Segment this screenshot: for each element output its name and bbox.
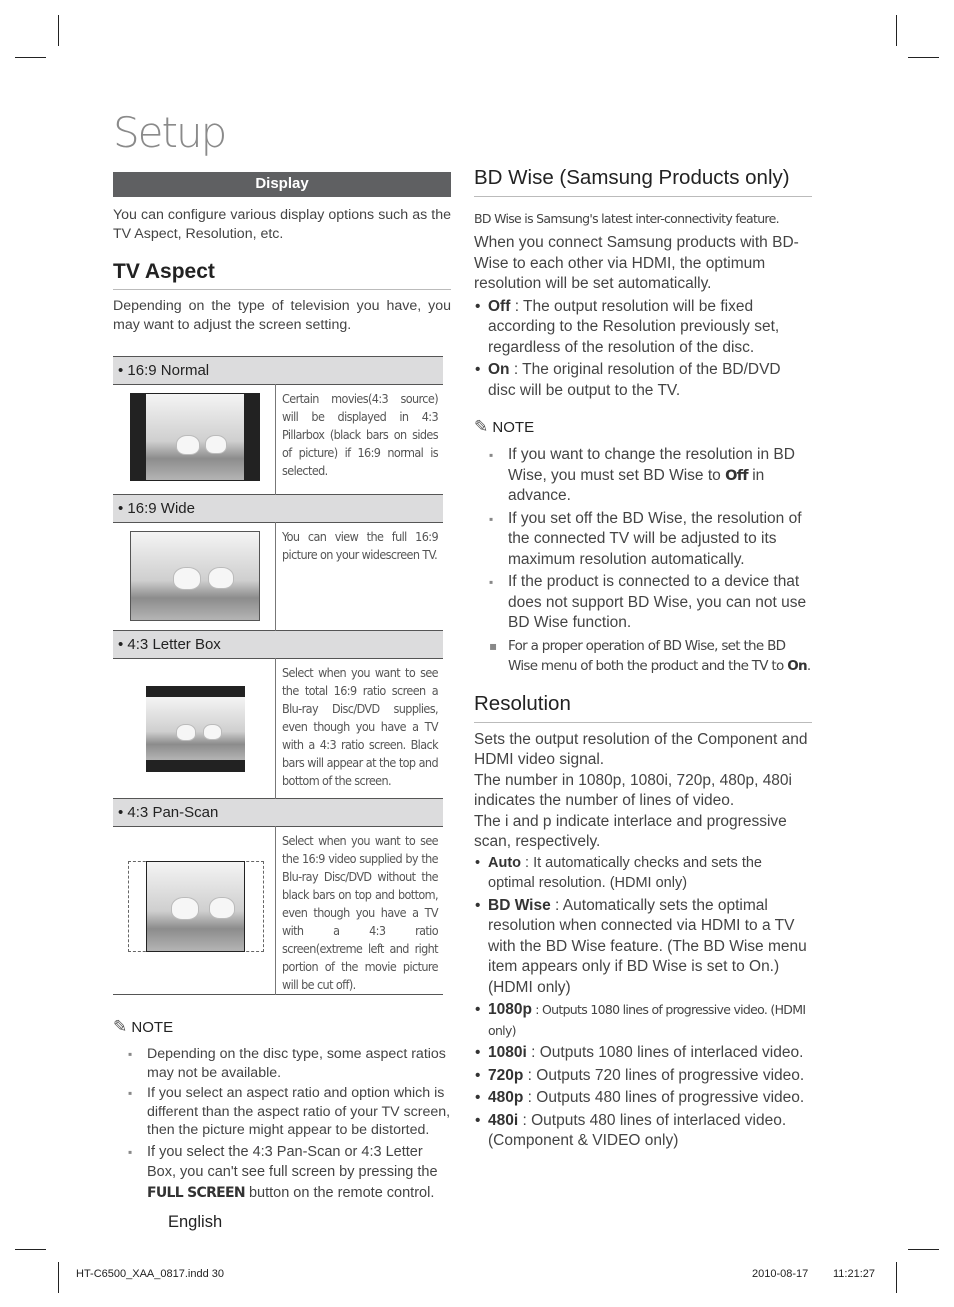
crop-mark bbox=[15, 57, 46, 58]
option-label: 720p bbox=[488, 1066, 524, 1084]
section-bar-display: Display bbox=[113, 172, 451, 197]
list-item bbox=[488, 1043, 812, 1064]
note-item: ▪ Depending on the disc type, some aspect ratios may not be available. bbox=[147, 1045, 451, 1082]
resolution-paragraph: The i and p indicate interlace and progressive scan, respectively. bbox=[474, 812, 787, 850]
list-item bbox=[488, 1000, 812, 1041]
note-text: If you want to change the resolution in BD Wise, you must set BD Wise to bbox=[508, 446, 795, 484]
resolution-paragraph: The number in 1080p, 1080i, 720p, 480p, 480i indicates the number of lines of video. bbox=[474, 771, 792, 809]
bd-wise-intro: When you connect Samsung products with BD-Wise to each other via HDMI, the optimum resolution will be set automatically. bbox=[474, 234, 799, 292]
crop-mark bbox=[908, 1249, 939, 1250]
right-column bbox=[474, 166, 812, 1152]
option-text: : The output resolution will be fixed according to the Resolution previously set, regardless of the resolution of the disc. bbox=[488, 297, 780, 356]
tv-aspect-intro: Depending on the type of television you have, you may want to adjust the screen setting. bbox=[113, 298, 451, 333]
note-text: For a proper operation of BD Wise, set the BD Wise menu of both the product and the TV to bbox=[508, 637, 788, 674]
note-item bbox=[508, 636, 812, 676]
resolution-heading: Resolution bbox=[474, 692, 812, 723]
slug-date: 2010-08-17 bbox=[752, 1268, 809, 1280]
option-label: Auto bbox=[488, 854, 522, 871]
option-text: : Outputs 1080 lines of interlaced video. bbox=[526, 1044, 804, 1061]
note-bold: On bbox=[787, 657, 807, 674]
list-item bbox=[488, 896, 812, 999]
display-intro: You can configure various display options such as the TV Aspect, Resolution, etc. bbox=[113, 207, 451, 242]
note-item: ▪ If you select an aspect ratio and option which is different than the aspect ratio of your TV screen, then the picture might appear to be distorted. bbox=[147, 1084, 451, 1140]
aspect-row-label: • 16:9 Normal bbox=[113, 357, 443, 385]
aspect-image-letterbox bbox=[113, 659, 276, 799]
bd-wise-options bbox=[474, 297, 812, 402]
option-text: : Automatically sets the optimal resolution when connected via HDMI to a TV with the BD Wise feature. (The BD Wise menu item appears only if BD Wise is set to On.) (HDMI only) bbox=[488, 896, 807, 996]
note-list bbox=[113, 1045, 451, 1203]
note-label: NOTE bbox=[492, 419, 535, 436]
option-label: 480i bbox=[488, 1111, 519, 1129]
aspect-image-panscan bbox=[113, 827, 276, 995]
footer-language: English bbox=[168, 1213, 223, 1231]
bd-wise-heading: BD Wise (Samsung Products only) bbox=[474, 166, 812, 197]
note-text: in advance. bbox=[508, 466, 765, 504]
full-screen-button-label: FULL SCREEN bbox=[147, 1184, 245, 1201]
option-label: On bbox=[488, 361, 510, 378]
slug-time: 11:21:27 bbox=[833, 1268, 876, 1280]
list-item bbox=[488, 297, 812, 359]
tv-aspect-heading: TV Aspect bbox=[113, 260, 451, 290]
list-item bbox=[488, 360, 812, 401]
resolution-paragraph: Sets the output resolution of the Component and HDMI video signal. bbox=[474, 730, 808, 768]
crop-mark bbox=[908, 57, 939, 58]
note-bold: Off bbox=[725, 467, 748, 484]
option-text: : Outputs 1080 lines of progressive video. (HDMI only) bbox=[488, 1002, 806, 1038]
aspect-description: Certain movies(4:3 source) will be displayed in 4:3 Pillarbox (black bars on sides of picture) if 16:9 normal is selected. bbox=[276, 385, 444, 495]
crop-mark bbox=[896, 1262, 897, 1293]
aspect-image-pillarbox bbox=[113, 385, 276, 495]
crop-mark bbox=[896, 15, 897, 46]
slug-filename: HT-C6500_XAA_0817.indd 30 bbox=[76, 1268, 224, 1280]
crop-mark bbox=[58, 1262, 59, 1293]
crop-mark bbox=[58, 15, 59, 46]
pencil-icon: ✎ bbox=[474, 417, 489, 436]
note-label: NOTE bbox=[131, 1019, 174, 1036]
aspect-description: You can view the full 16:9 picture on your widescreen TV. bbox=[276, 523, 444, 631]
list-item bbox=[488, 853, 812, 894]
aspect-image-wide bbox=[113, 523, 276, 631]
aspect-row-label: • 16:9 Wide bbox=[113, 495, 443, 523]
note-item bbox=[508, 445, 812, 507]
page-title: Setup bbox=[113, 108, 226, 157]
note-text: If you select the 4:3 Pan-Scan or 4:3 Letter Box, you can't see full screen by pressing the bbox=[147, 1143, 438, 1180]
note-item: ▪ If the product is connected to a device that does not support BD Wise, you can not use BD Wise function. bbox=[508, 572, 812, 634]
crop-mark bbox=[15, 1249, 46, 1250]
aspect-table bbox=[113, 356, 443, 997]
aspect-description: Select when you want to see the 16:9 video supplied by the Blu-ray Disc/DVD without the black bars on top and bottom, even though you have a TV with a 4:3 ratio screen(extreme left and right portion of the movie picture will be cut off). bbox=[276, 827, 444, 995]
note-text: button on the remote control. bbox=[244, 1184, 435, 1201]
option-text: : It automatically checks and sets the optimal resolution. (HDMI only) bbox=[488, 854, 762, 891]
option-label: 1080p bbox=[488, 1001, 532, 1018]
option-text: : Outputs 720 lines of progressive video. bbox=[523, 1066, 805, 1084]
resolution-options bbox=[474, 853, 812, 1152]
left-column bbox=[113, 172, 451, 1205]
option-label: BD Wise bbox=[488, 896, 551, 914]
option-text: : Outputs 480 lines of progressive video. bbox=[523, 1089, 805, 1106]
option-text: : Outputs 480 lines of interlaced video. (Component & VIDEO only) bbox=[488, 1111, 787, 1149]
aspect-row-label: • 4:3 Letter Box bbox=[113, 631, 443, 659]
option-label: Off bbox=[488, 297, 511, 315]
note-text: . bbox=[806, 657, 811, 674]
option-label: 1080i bbox=[488, 1044, 527, 1061]
list-item bbox=[488, 1088, 812, 1109]
pencil-icon: ✎ bbox=[113, 1017, 128, 1036]
note-item bbox=[147, 1142, 451, 1204]
note-heading bbox=[474, 417, 812, 437]
option-text: : The original resolution of the BD/DVD disc will be output to the TV. bbox=[488, 361, 781, 399]
aspect-description: Select when you want to see the total 16:9 ratio screen a Blu-ray Disc/DVD supplies, even though you have a TV with a 4:3 ratio screen. Black bars will appear at the top and bottom of the screen. bbox=[276, 659, 444, 799]
note-heading bbox=[113, 1017, 451, 1037]
list-item bbox=[488, 1111, 812, 1152]
list-item bbox=[488, 1066, 812, 1087]
note-item: ▪ If you set off the BD Wise, the resolution of the connected TV will be adjusted to its maximum resolution automatically. bbox=[508, 509, 812, 571]
note-list bbox=[474, 445, 812, 676]
option-label: 480p bbox=[488, 1089, 524, 1106]
aspect-row-label: • 4:3 Pan-Scan bbox=[113, 799, 443, 827]
bd-wise-tagline: BD Wise is Samsung's latest inter-connectivity feature. bbox=[474, 211, 779, 226]
